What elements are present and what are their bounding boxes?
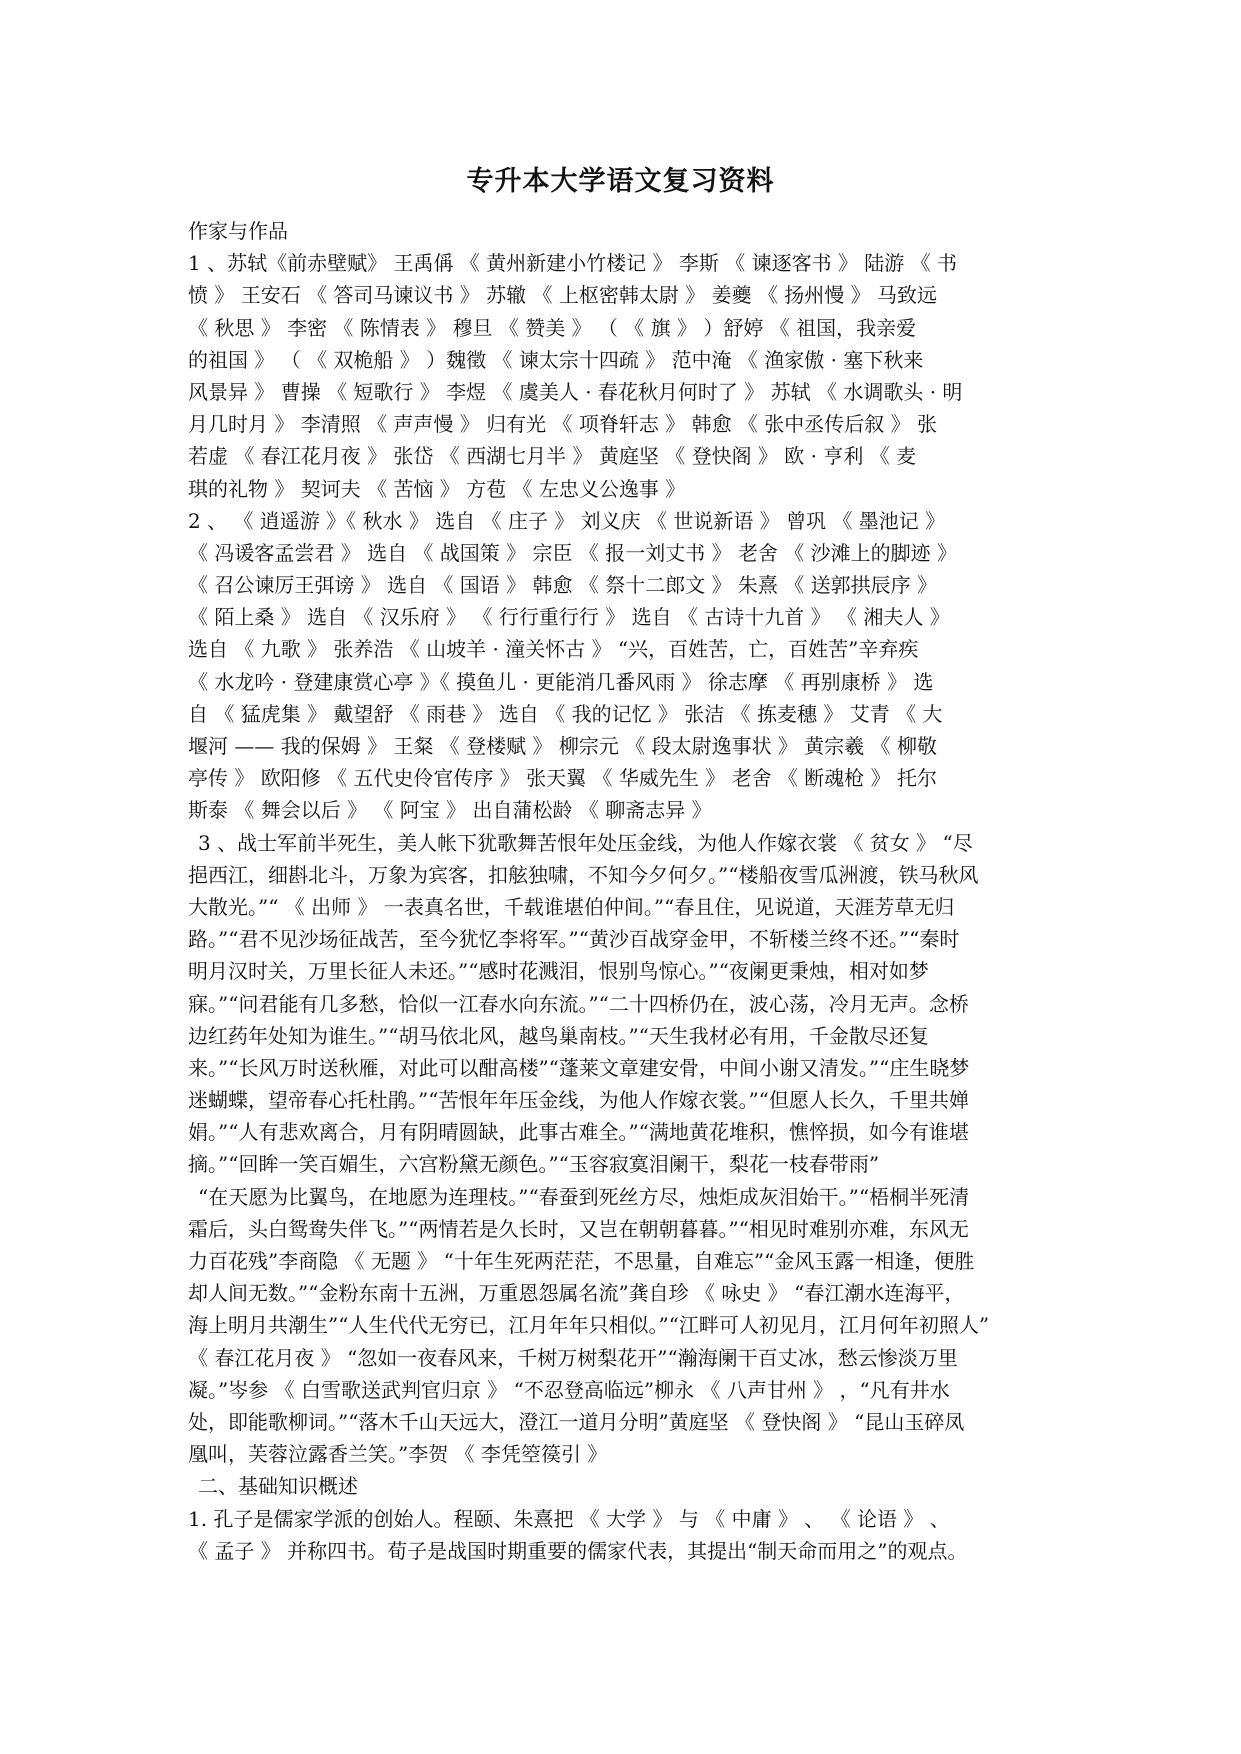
text-line: 亭传 》 欧阳修 《 五代史伶官传序 》 张天翼 《 华威先生 》 老舍 《 断魂枪 》 托尔 [188,766,938,791]
text-line: 《 孟子 》 并称四书。荀子是战国时期重要的儒家代表，其提出“制天命而用之”的观点。 [188,1538,968,1563]
text-line: 却人间无数。”“金粉东南十五洲，万重恩怨属名流”龚自珍 《 咏史 》 “春江潮水连海平， [188,1281,965,1306]
text-line: 凝。”岑参 《 白雪歌送武判官归京 》 “不忍登高临远”柳永 《 八声甘州 》 ，“凡有井水 [188,1377,950,1402]
text-line: 《 陌上桑 》 选自 《 汉乐府 》 《 行行重行行 》 选自 《 古诗十九首 》 《 湘夫人 》 [188,605,950,630]
text-line: 1 、苏轼《前赤壁赋》 王禹偁 《 黄州新建小竹楼记 》 李斯 《 谏逐客书 》 陆游 《 书 [188,251,958,276]
text-line: 路。”“君不见沙场征战苦，至今犹忆李将军。”“黄沙百战穿金甲，不斩楼兰终不还。”“秦时 [188,927,960,952]
text-line: 愤 》 王安石 《 答司马谏议书 》 苏辙 《 上枢密韩太尉 》 姜夔 《 扬州慢 》 马致远 [188,283,938,308]
section-heading: 二、基础知识概述 [198,1474,358,1499]
text-line: 2 、 《 逍遥游 》《 秋水 》 选自 《 庄子 》 刘义庆 《 世说新语 》 曾巩 《 墨池记 》 [188,508,946,533]
document-body [188,215,1088,1567]
text-line: 娟。”“人有悲欢离合，月有阴晴圆缺，此事古难全。”“满地黄花堆积，憔悴损，如今有谁堪 [188,1120,969,1145]
text-line: 选自 《 九歌 》 张养浩 《 山坡羊 · 潼关怀古 》 “兴，百姓苦，亡，百姓苦”辛弃疾 [188,637,919,662]
text-line: 琪的礼物 》 契诃夫 《 苦恼 》 方苞 《 左忠义公逸事 》 [188,476,686,501]
text-line: 斯泰 《 舞会以后 》 《 阿宝 》 出自蒲松龄 《 聊斋志异 》 [188,798,712,823]
text-line: 《 秋思 》 李密 《 陈情表 》 穆旦 《 赞美 》 （ 《 旗 》 ）舒婷 《 祖国，我亲爱 [188,315,917,340]
text-line: 边红药年处知为谁生。”“胡马依北风，越鸟巢南枝。”“天生我材必有用，千金散尽还复 [188,1023,929,1048]
text-line: 1. 孔子是儒家学派的创始人。程颐、朱熹把 《 大学 》 与 《 中庸 》 、 《 论语 》 、 [188,1506,950,1531]
text-line: 《 水龙吟 · 登建康赏心亭 》《 摸鱼儿 · 更能消几番风雨 》 徐志摩 《 再别康桥 》 选 [188,669,934,694]
text-line: 明月汉时关，万里长征人未还。”“感时花溅泪，恨别鸟惊心。”“夜阑更秉烛，相对如梦 [188,959,929,984]
text-line: 《 春江花月夜 》 “忽如一夜春风来，千树万树梨花开”“瀚海阑干百丈冰，愁云惨淡万里 [188,1345,958,1370]
text-line: 寐。”“问君能有几多愁，恰似一江春水向东流。”“二十四桥仍在，波心荡，冷月无声。念桥 [188,991,969,1016]
text-line: 的祖国 》 （ 《 双桅船 》 ）魏徵 《 谏太宗十四疏 》 范中淹 《 渔家傲 · 塞下秋来 [188,347,924,372]
text-line: 若虚 《 春江花月夜 》 张岱 《 西湖七月半 》 黄庭坚 《 登快阁 》 欧 · 亨利 《 麦 [188,444,917,469]
text-line: 摘。”“回眸一笑百媚生，六宫粉黛无颜色。”“玉容寂寞泪阑干，梨花一枝春带雨” [188,1152,880,1177]
text-line: 迷蝴蝶，望帝春心托杜鹃。”“苦恨年年压金线，为他人作嫁衣裳。”“但愿人长久，千里共婵 [188,1088,969,1113]
text-line: 风景异 》 曹操 《 短歌行 》 李煜 《 虞美人 · 春花秋月何时了 》 苏轼 《 水调歌头 · 明 [188,379,963,404]
text-line: 自 《 猛虎集 》 戴望舒 《 雨巷 》 选自 《 我的记忆 》 张洁 《 拣麦穗 》 艾青 《 大 [188,701,943,726]
text-line: 3 、战士军前半死生，美人帐下犹歌舞苦恨年处压金线，为他人作嫁衣裳 《 贫女 》 “尽 [198,830,973,855]
text-line: 《 召公谏厉王弭谤 》 选自 《 国语 》 韩愈 《 祭十二郎文 》 朱熹 《 送郭拱辰序 》 [188,573,938,598]
text-line: 堰河 —— 我的保姆 》 王粲 《 登楼赋 》 柳宗元 《 段太尉逸事状 》 黄宗羲 《 柳敬 [188,734,938,758]
page-title: 专升本大学语文复习资料 [466,166,775,197]
text-line: 大散光。”“ 《 出师 》 一表真名世，千载谁堪伯仲间。”“春且住，见说道，天涯芳草无归 [188,894,955,919]
text-line: 来。”“长风万时送秋雁，对此可以酣高楼”“蓬莱文章建安骨，中间小谢又清发。”“庄生晓梦 [188,1055,970,1080]
text-line: 凰叫，芙蓉泣露香兰笑。”李贺 《 李凭箜篌引 》 [188,1442,608,1467]
text-line: “在天愿为比翼鸟，在地愿为连理枝。”“春蚕到死丝方尽，烛炬成灰泪始干。”“梧桐半死清 [198,1184,970,1209]
text-line: 海上明月共潮生”“人生代代无穷已，江月年年只相似。”“江畔可人初见月，江月何年初照人” [188,1313,990,1338]
text-line: 挹西江，细斟北斗，万象为宾客，扣舷独啸，不知今夕何夕。”“楼船夜雪瓜洲渡，铁马秋风 [188,862,979,887]
text-line: 力百花残”李商隐 《 无题 》 “十年生死两茫茫，不思量，自难忘”“金风玉露一相逢，便胜 [188,1249,975,1273]
text-line: 《 冯谖客孟尝君 》 选自 《 战国策 》 宗臣 《 报一刘丈书 》 老舍 《 沙滩上的脚迹 》 [188,540,958,565]
text-line: 处，即能歌柳词。”“落木千山天远大，澄江一道月分明”黄庭坚 《 登快阁 》 “昆山玉碎凤 [188,1409,965,1434]
text-line: 月几时月 》 李清照 《 声声慢 》 归有光 《 项脊轩志 》 韩愈 《 张中丞传后叙 》 张 [188,412,938,437]
text-line: 霜后，头白鸳鸯失伴飞。”“两情若是久长时，又岂在朝朝暮暮。”“相见时难别亦难，东风无 [188,1216,969,1241]
section-heading: 作家与作品 [188,219,288,243]
